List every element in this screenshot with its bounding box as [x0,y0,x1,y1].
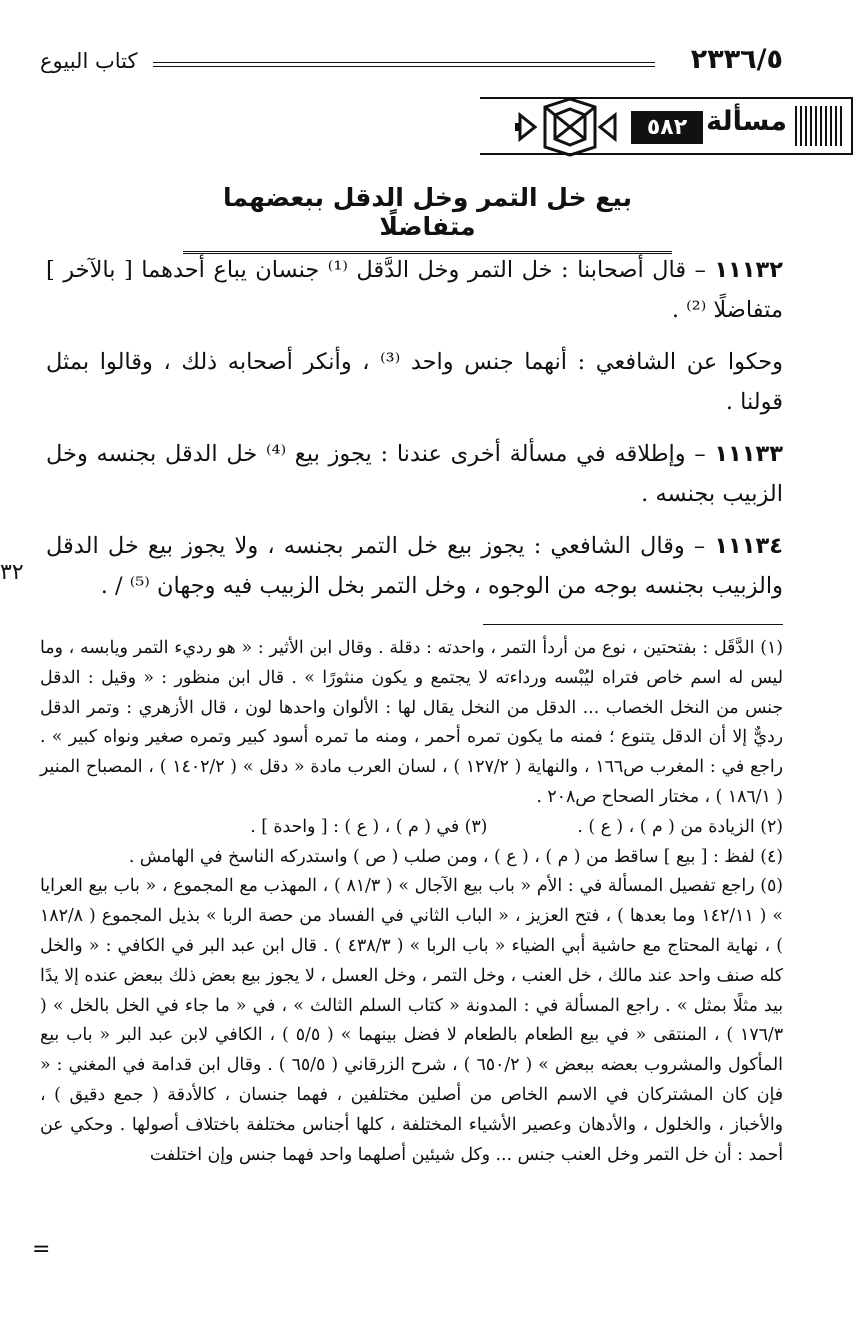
footnote-pair [40,813,783,843]
paragraph-text: – وإطلاقه في مسألة أخرى عندنا : يجوز بيع ⁽⁴⁾ خل الدقل بجنسه وخل الزبيب بجنسه . [46,441,783,507]
ornament-icon [515,97,625,157]
margin-folio-mark: ٣٢ [0,560,24,585]
footnote-2: (٢) الزيادة من ( م ) ، ( ع ) . [577,816,783,837]
paragraph-shafii [46,342,783,422]
main-text [46,250,783,618]
page-number: ٢٣٣٦/٥ [690,44,783,75]
banner-bars-decoration [795,106,845,146]
footnote-4: (٤) لفظ : [ بيع ] ساقط من ( م ) ، ( ع ) ، ومن صلب ( ص ) واستدركه الناسخ في الهامش . [128,846,783,867]
book-title: كتاب البيوع [40,49,138,73]
footnote-divider [483,624,783,625]
footnotes [40,634,783,1170]
masala-label: مسألة [706,106,787,137]
running-header [40,44,783,84]
paragraph-text: وحكوا عن الشافعي : أنهما جنس واحد ⁽³⁾ ، وأنكر أصحابه ذلك ، وقالوا بمثل قولنا . [46,349,783,415]
paragraph-text: – قال أصحابنا : خل التمر وخل الدَّقل ⁽¹⁾ جنسان يباع أحدهما [ بالآخر ] متفاضلًا ⁽²⁾ . [46,257,783,323]
footnote-5: (٥) راجع تفصيل المسألة في : الأم « باب بيع الآجال » ( ٨١/٣ ) ، المهذب مع المجموع ، « باب بيع العرايا » ( ١٤٢/١١ وما بعدها ) ، فتح العزيز ، « الباب الثاني في الفساد من حصة الربا » بذيل المجموع ( ١٨٢/٨ ) ، نهاية المحتاج مع حاشية أبي الضياء « باب الربا » ( ٤٣٨/٣ ) . قال ابن عبد البر في الكافي : « والخل كله صنف واحد عند مالك ، خل العنب ، وخل التمر ، وخل العسل ، لا يجوز بيع بعض ذلك ببعض عنده إلا يدًا بيد مثلًا بمثل » . راجع المسألة في : المدونة « كتاب السلم الثالث » ، في « ما جاء في الخل بالخل » ( ١٧٦/٣ ) ، المنتقى « في بيع الطعام بالطعام لا فضل بينهما » ( ٥/٥ ) ، الكافي لابن عبد البر « باب بيع المأكول والمشروب بعضه ببعض » ( ٦٥٠/٢ ) ، شرح الزرقاني ( ٦٥/٥ ) . وقال ابن قدامة في المغني : « فإن كان المشتركان في الاسم الخاص من أصلين مختلفين ، فهما جنسان ، كالأدقة ( جمع دقيق ) ، والأخباز ، والخلول ، والأدهان وعصير الأشياء المختلفة ، كلها أجناس مختلفة باختلاف أصولها . وحكي عن أحمد : أن خل التمر وخل العنب جنس ... وكل شيئين أصلهما واحد فهما جنس وإن اختلفت [40,876,784,1165]
paragraph-text: – وقال الشافعي : يجوز بيع خل التمر بجنسه ، ولا يجوز بيع خل الدقل والزبيب بجنسه بوجه من الوجوه ، وخل التمر بخل الزبيب فيه وجهان ⁽⁵⁾ / . [46,533,783,599]
header-rule [153,62,655,67]
chapter-title: بيع خل التمر وخل الدقل ببعضهما متفاضلًا [183,183,672,254]
paragraph-11133 [46,434,783,514]
continuation-mark: = [32,1237,51,1262]
footnote-3: (٣) في ( م ) ، ( ع ) : [ واحدة ] . [250,816,488,837]
paragraph-number: ١١١٣٤ [714,533,783,559]
paragraph-number: ١١١٣٢ [714,257,783,283]
footnote-1: (١) الدَّقَل : بفتحتين ، نوع من أردأ التمر ، واحدته : دقلة . وقال ابن الأثير : « هو رديء التمر ويابسه ، وما ليس له اسم خاص فتراه ليُبْسه ورداءته لا يجتمع و يكون منثورًا » . قال ابن منظور : « وقيل : الدقل جنس من النخل الخصاب ... الدقل من النخل يقال لها : الألوان واحدها لون ، قال الأزهري : وتمر الدقل رديٌّ إلا أن الدقل يتنوع ؛ فمنه ما يكون تمره أحمر ، ومنه ما تمره أسود كبير وتمره صغير ونواه كبير » . راجع في : المغرب ص١٦٦ ، والنهاية ( ١٢٧/٢ ) ، لسان العرب مادة « دقل » ( ١٤٠٢/٢ ) ، المصباح المنير ( ١٨٦/١ ) ، مختار الصحاح ص٢٠٨ . [40,638,783,807]
masala-number: ٥٨٢ [631,111,703,144]
paragraph-number: ١١١٣٣ [714,441,783,467]
paragraph-11134 [46,526,783,606]
paragraph-11132 [46,250,783,330]
